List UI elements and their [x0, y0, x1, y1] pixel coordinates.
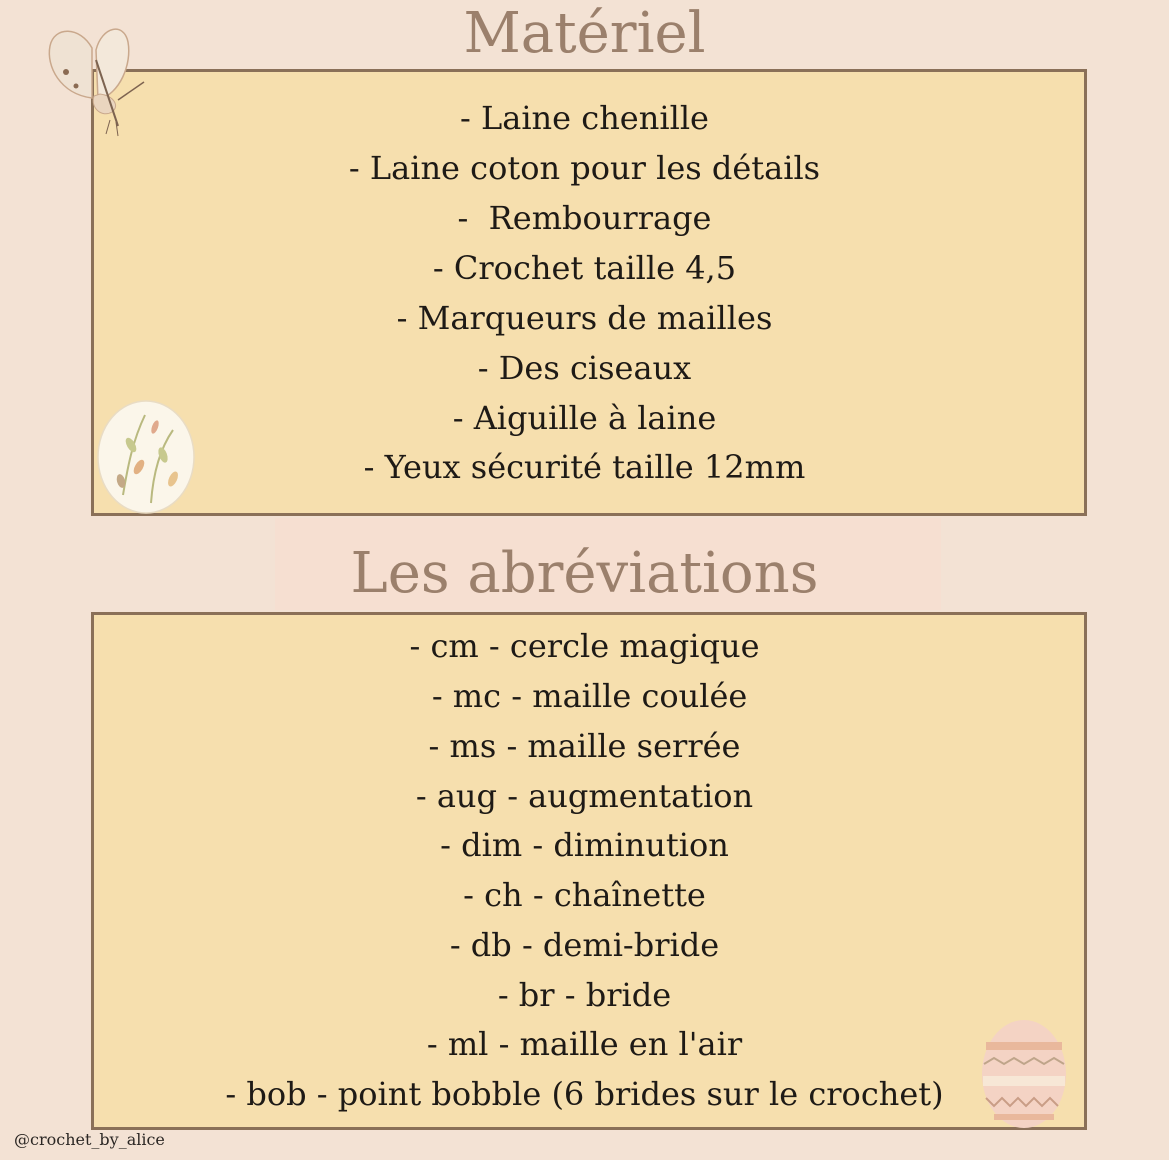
materiel-item: - Aiguille à laine	[452, 399, 717, 437]
abreviation-item: - mc - maille coulée	[421, 677, 748, 715]
materiel-item: - Marqueurs de mailles	[396, 299, 773, 337]
watermark: @crochet_by_alice	[14, 1130, 165, 1149]
striped-egg-icon	[978, 1012, 1070, 1130]
butterfly-icon	[40, 20, 150, 140]
abreviation-item: - dim - diminution	[440, 826, 729, 864]
materiel-item: - Laine chenille	[460, 99, 709, 137]
materiel-title: Matériel	[463, 1, 706, 66]
floral-egg-icon	[93, 395, 199, 517]
abreviation-item: - ms - maille serrée	[428, 727, 741, 765]
materiel-item: - Crochet taille 4,5	[432, 249, 737, 287]
abreviation-item: - cm - cercle magique	[409, 627, 760, 665]
abreviation-item: - db - demi-bride	[449, 926, 720, 964]
abreviation-item: - ml - maille en l'air	[426, 1025, 743, 1063]
materiel-item: - Des ciseaux	[477, 349, 692, 387]
abreviation-item: - ch - chaînette	[463, 876, 706, 914]
materiel-item: - Laine coton pour les détails	[348, 149, 821, 187]
abreviations-title: Les abréviations	[350, 541, 819, 606]
abreviation-item: - bob - point bobble (6 brides sur le crochet)	[225, 1075, 944, 1113]
materiel-item: - Rembourrage	[457, 199, 712, 237]
abreviation-item: - br - bride	[497, 976, 672, 1014]
materiel-item: - Yeux sécurité taille 12mm	[363, 448, 806, 486]
abreviation-item: - aug - augmentation	[415, 777, 754, 815]
